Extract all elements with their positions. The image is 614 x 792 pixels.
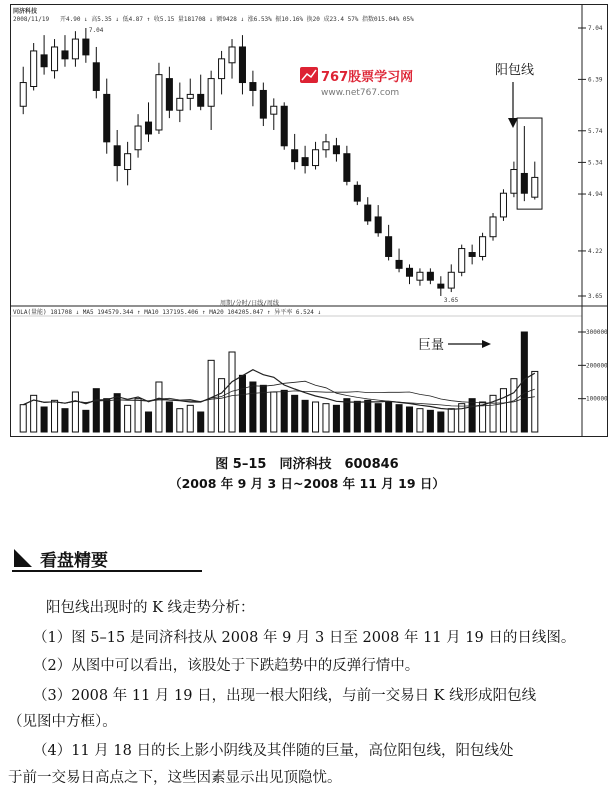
candle: [239, 47, 245, 83]
candle: [323, 142, 329, 150]
volume-tick-label: 200000: [586, 362, 608, 370]
volume-bar: [302, 400, 308, 432]
candle: [396, 260, 402, 268]
volume-bar: [166, 402, 172, 432]
volume-bar: [500, 389, 506, 432]
price-tick-label: 5.74: [588, 127, 603, 135]
volume-bar: [62, 409, 68, 432]
figure-caption: 图 5–15 同济科技 600846: [215, 457, 399, 472]
candle: [52, 47, 58, 71]
candle: [125, 154, 131, 170]
volume-bar: [480, 402, 486, 432]
candlestick-chart-svg: [10, 4, 608, 437]
volume-bar: [427, 410, 433, 432]
volume-bar: [145, 412, 151, 432]
candle: [438, 284, 444, 288]
candle: [104, 94, 110, 141]
engulf-annotation-label: 阳包线: [495, 63, 535, 78]
figure-date-range: （2008 年 9 月 3 日~2008 年 11 月 19 日）: [169, 476, 445, 491]
volume-bar: [239, 375, 245, 432]
watermark-name: 767股票学习网: [321, 70, 414, 85]
volume-bar: [198, 412, 204, 432]
candle: [219, 59, 225, 79]
candle: [20, 83, 26, 107]
candle: [271, 106, 277, 114]
volume-bar: [365, 400, 371, 432]
candle: [302, 158, 308, 166]
volume-tick-label: 100000: [586, 395, 608, 403]
candle: [386, 237, 392, 257]
candle: [532, 177, 538, 197]
candle: [72, 39, 78, 59]
volume-bar: [386, 402, 392, 432]
volume-tick-label: 300000: [586, 329, 608, 336]
candle: [166, 79, 172, 111]
chart-header-stats: 开4.90 ↓ 高5.35 ↓ 低4.87 ↑ 收5.15 量181708 ↓ 额9428 ↓ 涨6.53% 振10.16% 换20 成23.4 57% 指数015.04% 05%: [60, 16, 414, 23]
price-tick-label: 5.34: [588, 159, 603, 167]
candle: [313, 150, 319, 166]
volume-bar: [313, 402, 319, 432]
section-triangle-icon: [14, 549, 32, 567]
volume-bar: [83, 410, 89, 432]
volume-bar: [281, 390, 287, 432]
volume-bar: [104, 399, 110, 432]
volume-bar: [532, 371, 538, 432]
point-4-line-1: （4）11 月 18 日的长上影小阴线及其伴随的巨量，高位阳包线，阳包线处: [33, 743, 514, 759]
candle: [198, 94, 204, 106]
volume-bar: [396, 405, 402, 432]
volume-bar: [469, 399, 475, 432]
candle: [187, 94, 193, 98]
intro-paragraph: 阳包线出现时的 K 线走势分析：: [46, 600, 255, 616]
volume-annotation-label: 巨量: [418, 338, 445, 353]
volume-bar: [177, 409, 183, 432]
candle: [459, 249, 465, 273]
volume-bar: [375, 404, 381, 432]
volume-bar: [250, 382, 256, 432]
high-price-label: 7.04: [88, 27, 104, 34]
candle: [114, 146, 120, 166]
candle: [417, 272, 423, 280]
candle: [208, 79, 214, 107]
candle: [31, 51, 37, 87]
candle: [83, 39, 89, 55]
volume-bar: [219, 379, 225, 432]
volume-bar: [271, 392, 277, 432]
candle: [344, 154, 350, 182]
stock-chart: [10, 4, 608, 437]
candle: [511, 170, 517, 194]
candle: [156, 75, 162, 130]
price-tick-label: 7.04: [588, 25, 603, 32]
candle: [292, 150, 298, 162]
section-title: 看盘精要: [40, 551, 108, 571]
volume-bar: [135, 399, 141, 432]
volume-bar: [438, 412, 444, 432]
volume-bar: [292, 395, 298, 432]
point-4-line-2: 于前一交易日高点之下，这些因素显示出见顶隐忧。: [8, 770, 342, 786]
volume-bar: [187, 405, 193, 432]
candle: [281, 106, 287, 146]
candle: [500, 193, 506, 217]
candle: [469, 253, 475, 257]
candle: [490, 217, 496, 237]
candle: [406, 268, 412, 276]
candle: [93, 63, 99, 91]
volume-bar: [156, 382, 162, 432]
volume-bar: [448, 409, 454, 432]
candle: [250, 83, 256, 91]
volume-bar: [41, 407, 47, 432]
candle: [145, 122, 151, 134]
point-2: （2）从图中可以看出，该股处于下跌趋势中的反弹行情中。: [33, 658, 420, 674]
volume-bar: [511, 379, 517, 432]
watermark-url: www.net767.com: [321, 88, 400, 98]
point-3-line-1: （3）2008 年 11 月 19 日，出现一根大阳线，与前一交易日 K 线形成阳包线: [33, 688, 537, 704]
candle: [333, 146, 339, 154]
chart-header-title: 同济科技: [13, 8, 38, 15]
section-heading: [12, 546, 202, 572]
chart-bottom-tab: 周期/分时/日线/周线: [220, 300, 279, 307]
candle: [135, 126, 141, 150]
volume-bar: [344, 399, 350, 432]
candle: [375, 217, 381, 233]
volume-bar: [333, 405, 339, 432]
low-price-label: 3.65: [443, 297, 459, 304]
point-3-line-2: （见图中方框）。: [8, 714, 117, 730]
volume-bar: [114, 394, 120, 432]
candle: [229, 47, 235, 63]
price-tick-label: 3.65: [588, 293, 603, 300]
price-tick-label: 6.39: [588, 76, 603, 84]
candle: [480, 237, 486, 257]
candle: [41, 55, 47, 67]
candle: [427, 272, 433, 280]
candle: [365, 205, 371, 221]
volume-bar: [93, 389, 99, 432]
candle: [354, 185, 360, 201]
volume-bar: [72, 392, 78, 432]
volume-header: VOLA(量能) 181708 ↓ MA5 194579.344 ↑ MA10 137195.406 ↑ MA20 104205.047 ↑ 异平率 6.524 ↓: [13, 309, 322, 316]
volume-bar: [354, 401, 360, 432]
volume-bar: [125, 405, 131, 432]
volume-bar: [406, 407, 412, 432]
price-tick-label: 4.94: [588, 191, 603, 199]
volume-bar: [52, 400, 58, 432]
price-tick-label: 4.22: [588, 247, 603, 255]
volume-bar: [323, 404, 329, 432]
candle: [177, 98, 183, 110]
candle: [448, 272, 454, 288]
candle: [260, 90, 266, 118]
chart-header-date: 2008/11/19: [13, 16, 50, 23]
candle: [521, 173, 527, 193]
point-1: （1）图 5–15 是同济科技从 2008 年 9 月 3 日至 2008 年 11 月 19 日的日线图。: [33, 630, 576, 646]
volume-bar: [20, 405, 26, 432]
candle: [62, 51, 68, 59]
volume-bar: [417, 409, 423, 432]
